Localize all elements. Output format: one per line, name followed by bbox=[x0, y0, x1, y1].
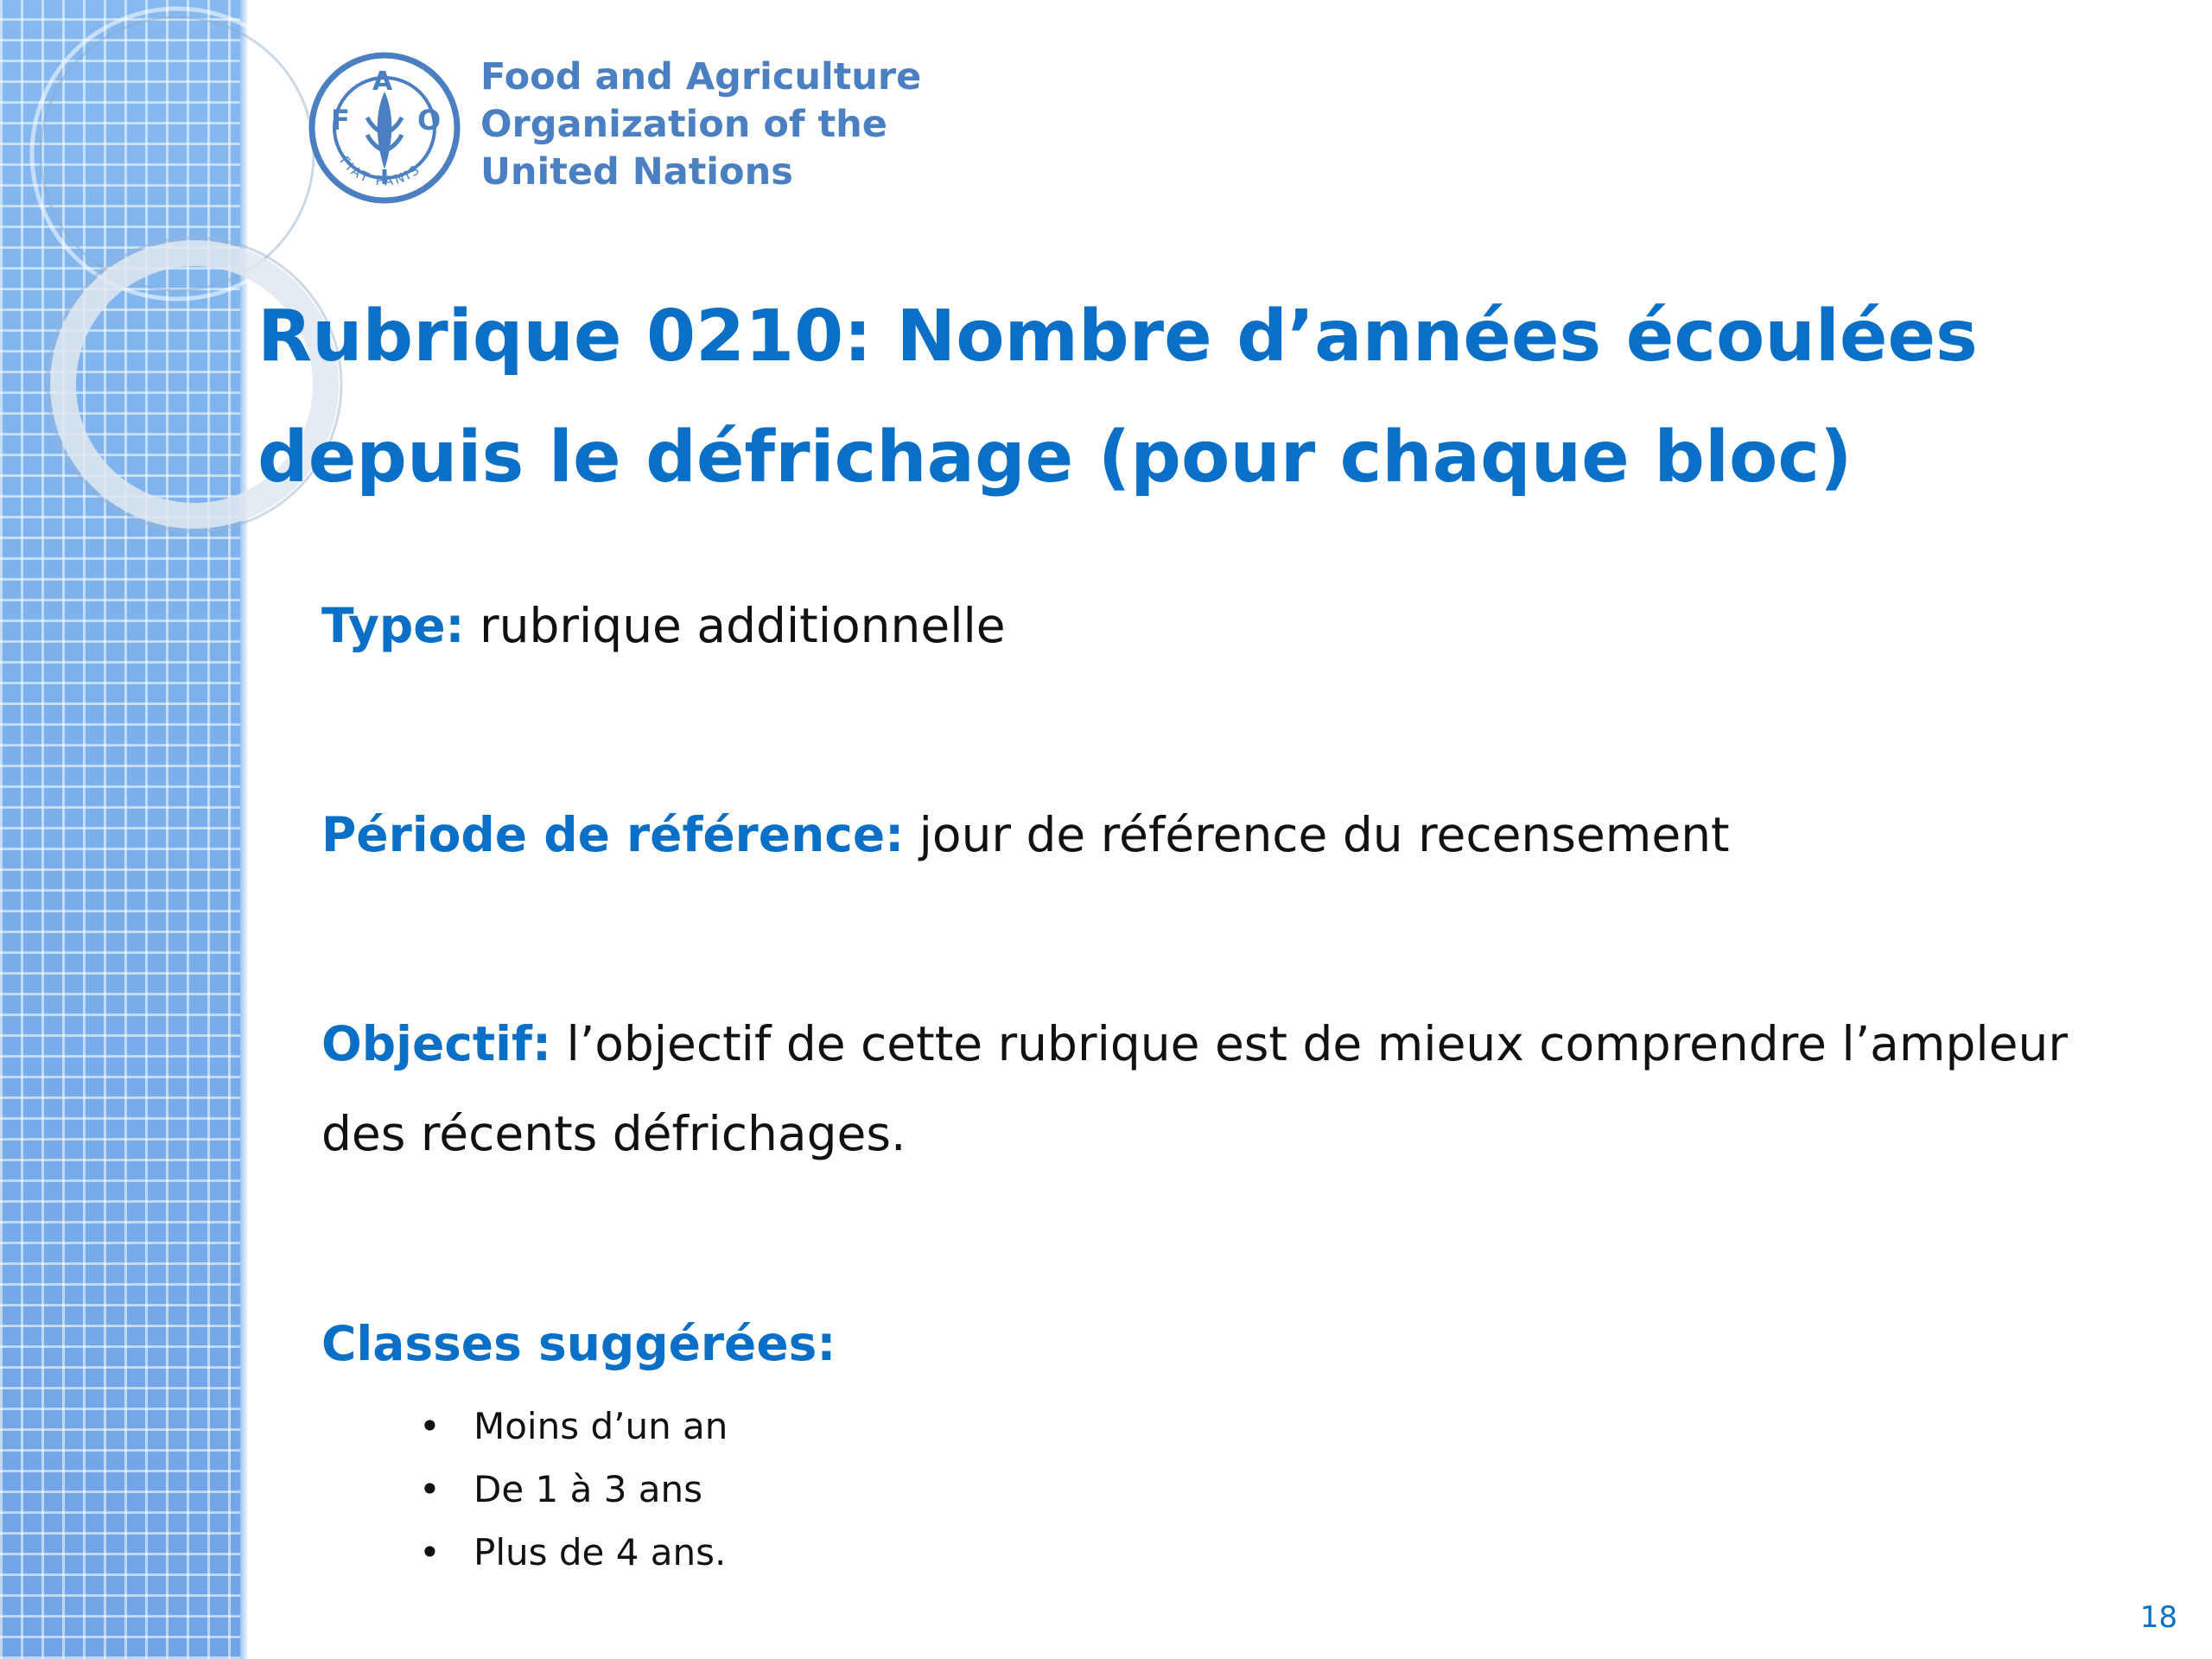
org-name-line-1: Food and Agriculture bbox=[480, 55, 922, 99]
title-line-1: Rubrique 0210: Nombre d’années écoulées bbox=[257, 296, 1978, 378]
fao-logo-icon bbox=[307, 50, 462, 206]
list-item-text: Plus de 4 ans. bbox=[474, 1531, 727, 1573]
org-name-line-2: Organization of the bbox=[480, 103, 887, 146]
list-item-text: De 1 à 3 ans bbox=[474, 1468, 703, 1510]
list-item bbox=[419, 1521, 728, 1584]
type-label: Type: bbox=[321, 598, 465, 653]
logo-letter-o: O bbox=[417, 104, 442, 137]
suggested-classes-label: Classes suggérées: bbox=[321, 1316, 836, 1371]
list-item bbox=[419, 1458, 728, 1521]
logo-letter-a: A bbox=[372, 67, 393, 97]
objective-paragraph bbox=[321, 999, 2162, 1179]
type-value: rubrique additionnelle bbox=[480, 598, 1006, 653]
reference-period-paragraph bbox=[321, 790, 2162, 880]
bullet-icon: • bbox=[419, 1405, 441, 1447]
logo-letter-f: F bbox=[331, 104, 350, 137]
list-item-text: Moins d’un an bbox=[474, 1405, 728, 1447]
objective-label: Objectif: bbox=[321, 1016, 551, 1071]
suggested-classes-heading bbox=[321, 1299, 2162, 1389]
bullet-icon: • bbox=[419, 1468, 441, 1510]
reference-period-label: Période de référence: bbox=[321, 807, 905, 862]
suggested-classes-list bbox=[419, 1395, 728, 1584]
organization-name bbox=[480, 54, 921, 196]
logo-motto: FIAT PANIS bbox=[336, 153, 424, 189]
slide-title bbox=[257, 276, 2158, 518]
bullet-icon: • bbox=[419, 1531, 441, 1573]
objective-value: l’objectif de cette rubrique est de mieux comprendre l’ampleur des récents défrichages. bbox=[321, 1016, 2068, 1161]
page-number: 18 bbox=[2139, 1600, 2177, 1635]
reference-period-value: jour de référence du recensement bbox=[918, 807, 1730, 862]
list-item bbox=[419, 1395, 728, 1458]
title-line-2: depuis le défrichage (pour chaque bloc) bbox=[257, 416, 1853, 499]
org-name-line-3: United Nations bbox=[480, 150, 793, 194]
type-paragraph bbox=[321, 581, 2162, 671]
